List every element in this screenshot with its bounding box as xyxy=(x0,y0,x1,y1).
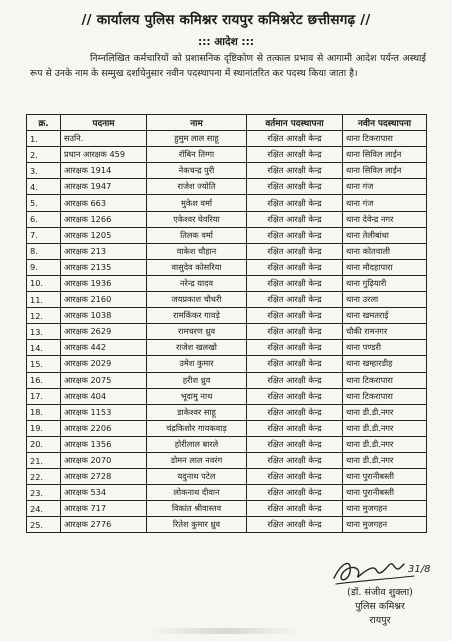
table-row xyxy=(27,501,427,517)
cell-serial: 14. xyxy=(27,340,61,356)
cell-current-posting: रक्षित आरक्षी केन्द्र xyxy=(247,308,343,324)
table-row xyxy=(27,147,427,163)
cell-designation: आरक्षक 534 xyxy=(61,485,147,501)
cell-name: राजेश खलखो xyxy=(147,340,247,356)
table-row xyxy=(27,259,427,275)
cell-new-posting: थाना मुजगहन xyxy=(343,517,427,533)
cell-new-posting: थाना डी.डी.नगर xyxy=(343,436,427,452)
cell-new-posting: थाना टिकरापारा xyxy=(343,372,427,388)
cell-designation: आरक्षक 1947 xyxy=(61,179,147,195)
cell-new-posting: थाना सिविल लाईन xyxy=(343,147,427,163)
cell-designation: आरक्षक 1038 xyxy=(61,308,147,324)
cell-name: डाकेश्वर साहू xyxy=(147,404,247,420)
cell-new-posting: थाना टिकरापारा xyxy=(343,388,427,404)
table-row xyxy=(27,243,427,259)
cell-name: रामचरण ध्रुव xyxy=(147,324,247,340)
table-row xyxy=(27,275,427,291)
signatory-name: (डॉ. संजीव शुक्ला) xyxy=(347,587,413,598)
table-row xyxy=(27,420,427,436)
cell-designation: आरक्षक 2776 xyxy=(61,517,147,533)
cell-new-posting: थाना डी.डी.नगर xyxy=(343,452,427,468)
signatory-title: पुलिस कमिश्नर xyxy=(355,601,405,612)
cell-name: उमेश कुमार xyxy=(147,356,247,372)
cell-designation: आरक्षक 213 xyxy=(61,243,147,259)
cell-current-posting: रक्षित आरक्षी केन्द्र xyxy=(247,436,343,452)
cell-designation: आरक्षक 717 xyxy=(61,501,147,517)
cell-name: वासुदेव कोसरिया xyxy=(147,259,247,275)
transfer-table-header xyxy=(27,115,427,131)
cell-name: मुकेश वर्मा xyxy=(147,195,247,211)
cell-new-posting: थाना पुरानीबस्ती xyxy=(343,469,427,485)
table-row xyxy=(27,195,427,211)
table-row xyxy=(27,517,427,533)
cell-serial: 9. xyxy=(27,259,61,275)
table-row xyxy=(27,452,427,468)
cell-serial: 16. xyxy=(27,372,61,388)
cell-designation: प्रधान आरक्षक 459 xyxy=(61,147,147,163)
col-header-designation: पदनाम xyxy=(61,115,147,131)
cell-new-posting: थाना पण्डरी xyxy=(343,340,427,356)
cell-serial: 8. xyxy=(27,243,61,259)
cell-serial: 19. xyxy=(27,420,61,436)
cell-designation: सउनि. xyxy=(61,131,147,147)
cell-serial: 24. xyxy=(27,501,61,517)
cell-name: वाकेश चौहान xyxy=(147,243,247,259)
cell-designation: आरक्षक 2206 xyxy=(61,420,147,436)
footer-smudge xyxy=(150,628,300,634)
cell-name: चंद्रकिशोर गायकवाड़ xyxy=(147,420,247,436)
table-row xyxy=(27,211,427,227)
cell-designation: आरक्षक 1936 xyxy=(61,275,147,291)
cell-name: राजेश ज्योति xyxy=(147,179,247,195)
cell-new-posting: थाना गंज xyxy=(343,195,427,211)
cell-serial: 2. xyxy=(27,147,61,163)
cell-designation: आरक्षक 1914 xyxy=(61,163,147,179)
cell-name: भूदामु नाथ xyxy=(147,388,247,404)
cell-serial: 4. xyxy=(27,179,61,195)
cell-current-posting: रक्षित आरक्षी केन्द्र xyxy=(247,259,343,275)
table-row xyxy=(27,485,427,501)
transfer-table-body xyxy=(27,131,427,533)
cell-name: एकेश्वर घेवरिया xyxy=(147,211,247,227)
cell-new-posting: थाना मौदहापारा xyxy=(343,259,427,275)
cell-designation: आरक्षक 442 xyxy=(61,340,147,356)
cell-current-posting: रक्षित आरक्षी केन्द्र xyxy=(247,517,343,533)
cell-new-posting: थाना पुरानीबस्ती xyxy=(343,485,427,501)
cell-designation: आरक्षक 1153 xyxy=(61,404,147,420)
cell-current-posting: रक्षित आरक्षी केन्द्र xyxy=(247,420,343,436)
table-row xyxy=(27,324,427,340)
table-row xyxy=(27,163,427,179)
col-header-current-posting: वर्तमान पदस्थापना xyxy=(247,115,343,131)
cell-serial: 17. xyxy=(27,388,61,404)
header-row xyxy=(27,115,427,131)
cell-new-posting: थाना गंज xyxy=(343,179,427,195)
cell-current-posting: रक्षित आरक्षी केन्द्र xyxy=(247,163,343,179)
cell-current-posting: रक्षित आरक्षी केन्द्र xyxy=(247,211,343,227)
table-row xyxy=(27,356,427,372)
table-row xyxy=(27,469,427,485)
signatory-place: रायपुर xyxy=(369,615,391,626)
table-row xyxy=(27,131,427,147)
cell-new-posting: थाना डी.डी.नगर xyxy=(343,404,427,420)
cell-designation: आरक्षक 2629 xyxy=(61,324,147,340)
cell-current-posting: रक्षित आरक्षी केन्द्र xyxy=(247,275,343,291)
office-title: // कार्यालय पुलिस कमिश्नर रायपुर कमिश्नरेट छत्तीसगढ़ // xyxy=(81,12,371,28)
cell-current-posting: रक्षित आरक्षी केन्द्र xyxy=(247,340,343,356)
cell-name: होरीलाल बारले xyxy=(147,436,247,452)
table-row xyxy=(27,179,427,195)
order-intro-paragraph: निम्नलिखित कर्मचारियों को प्रशासनिक दृष्टिकोण से तत्काल प्रभाव से आगामी आदेश पर्यन्त अस्थाई रूप से उनके नाम के सम्मुख दर्शायेनुसार नवीन पदस्थापना में स्थानांतरित कर पदस्थ किया जाता है। xyxy=(30,53,426,79)
cell-current-posting: रक्षित आरक्षी केन्द्र xyxy=(247,469,343,485)
table-row xyxy=(27,436,427,452)
cell-name: विकांत श्रीवास्तव xyxy=(147,501,247,517)
cell-current-posting: रक्षित आरक्षी केन्द्र xyxy=(247,372,343,388)
col-header-serial: क्र. xyxy=(27,115,61,131)
table-row xyxy=(27,227,427,243)
cell-current-posting: रक्षित आरक्षी केन्द्र xyxy=(247,324,343,340)
cell-serial: 6. xyxy=(27,211,61,227)
col-header-new-posting: नवीन पदस्थापना xyxy=(343,115,427,131)
table-row xyxy=(27,308,427,324)
table-row xyxy=(27,404,427,420)
cell-serial: 23. xyxy=(27,485,61,501)
cell-new-posting: थाना सिविल लाईन xyxy=(343,163,427,179)
table-row xyxy=(27,388,427,404)
table-row xyxy=(27,372,427,388)
cell-designation: आरक्षक 2075 xyxy=(61,372,147,388)
cell-current-posting: रक्षित आरक्षी केन्द्र xyxy=(247,388,343,404)
cell-name: हरीश ध्रुव xyxy=(147,372,247,388)
cell-designation: आरक्षक 1205 xyxy=(61,227,147,243)
cell-serial: 3. xyxy=(27,163,61,179)
cell-new-posting: थाना तेलीबांधा xyxy=(343,227,427,243)
cell-serial: 15. xyxy=(27,356,61,372)
cell-name: रामकिंकर गावड़े xyxy=(147,308,247,324)
cell-serial: 21. xyxy=(27,452,61,468)
cell-name: यदुनाथ पटेल xyxy=(147,469,247,485)
cell-designation: आरक्षक 2728 xyxy=(61,469,147,485)
cell-current-posting: रक्षित आरक्षी केन्द्र xyxy=(247,179,343,195)
cell-name: डोमन लाल नवरंग xyxy=(147,452,247,468)
cell-designation: आरक्षक 2160 xyxy=(61,292,147,308)
col-header-name: नाम xyxy=(147,115,247,131)
cell-designation: आरक्षक 2029 xyxy=(61,356,147,372)
handwritten-signature xyxy=(328,548,438,588)
cell-designation: आरक्षक 404 xyxy=(61,388,147,404)
cell-current-posting: रक्षित आरक्षी केन्द्र xyxy=(247,292,343,308)
cell-current-posting: रक्षित आरक्षी केन्द्र xyxy=(247,131,343,147)
table-row xyxy=(27,340,427,356)
cell-designation: आरक्षक 663 xyxy=(61,195,147,211)
cell-name: हुमुम लाल साहू xyxy=(147,131,247,147)
cell-new-posting: थाना खम्हारडीह xyxy=(343,356,427,372)
cell-current-posting: रक्षित आरक्षी केन्द्र xyxy=(247,195,343,211)
order-heading: ::: आदेश ::: xyxy=(198,36,254,48)
cell-serial: 7. xyxy=(27,227,61,243)
cell-serial: 22. xyxy=(27,469,61,485)
cell-designation: आरक्षक 2135 xyxy=(61,259,147,275)
cell-name: नरेन्द्र यादव xyxy=(147,275,247,291)
cell-designation: आरक्षक 2070 xyxy=(61,452,147,468)
cell-name: तिलक वर्मा xyxy=(147,227,247,243)
signature-date: 31/8 xyxy=(408,564,431,575)
cell-new-posting: थाना खमतराई xyxy=(343,308,427,324)
cell-current-posting: रक्षित आरक्षी केन्द्र xyxy=(247,485,343,501)
cell-current-posting: रक्षित आरक्षी केन्द्र xyxy=(247,404,343,420)
cell-new-posting: चौकी रामनगर xyxy=(343,324,427,340)
cell-name: रॉबिन तिग्गा xyxy=(147,147,247,163)
cell-serial: 13. xyxy=(27,324,61,340)
cell-designation: आरक्षक 1266 xyxy=(61,211,147,227)
cell-current-posting: रक्षित आरक्षी केन्द्र xyxy=(247,147,343,163)
cell-new-posting: थाना देवेन्द्र नगर xyxy=(343,211,427,227)
cell-current-posting: रक्षित आरक्षी केन्द्र xyxy=(247,452,343,468)
cell-designation: आरक्षक 1356 xyxy=(61,436,147,452)
table-row xyxy=(27,292,427,308)
cell-serial: 10. xyxy=(27,275,61,291)
cell-new-posting: थाना डी.डी.नगर xyxy=(343,420,427,436)
cell-new-posting: थाना टिकरापारा xyxy=(343,131,427,147)
cell-name: रितेश कुमार ध्रुव xyxy=(147,517,247,533)
cell-serial: 18. xyxy=(27,404,61,420)
cell-current-posting: रक्षित आरक्षी केन्द्र xyxy=(247,501,343,517)
cell-serial: 5. xyxy=(27,195,61,211)
transfer-table xyxy=(26,114,427,533)
cell-new-posting: थाना कोतवाली xyxy=(343,243,427,259)
cell-new-posting: थाना मुजगहन xyxy=(343,501,427,517)
cell-name: नेकचन्द्र पुरी xyxy=(147,163,247,179)
cell-current-posting: रक्षित आरक्षी केन्द्र xyxy=(247,227,343,243)
cell-serial: 12. xyxy=(27,308,61,324)
cell-serial: 20. xyxy=(27,436,61,452)
cell-serial: 1. xyxy=(27,131,61,147)
cell-serial: 25. xyxy=(27,517,61,533)
cell-current-posting: रक्षित आरक्षी केन्द्र xyxy=(247,243,343,259)
cell-new-posting: थाना गुढ़ियारी xyxy=(343,275,427,291)
cell-serial: 11. xyxy=(27,292,61,308)
cell-name: लोकनाथ दीवान xyxy=(147,485,247,501)
cell-current-posting: रक्षित आरक्षी केन्द्र xyxy=(247,356,343,372)
cell-new-posting: थाना उरला xyxy=(343,292,427,308)
cell-name: जयप्रकाश चौधरी xyxy=(147,292,247,308)
